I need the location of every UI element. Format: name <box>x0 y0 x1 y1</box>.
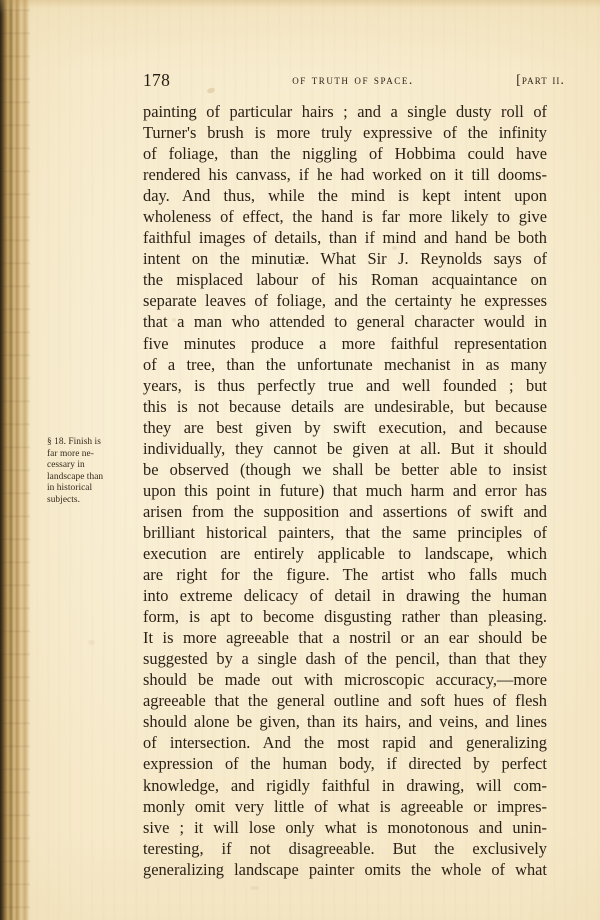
text-line: faithful images of details, than if mind and hand be both <box>143 228 547 248</box>
text-line: this is not because details are undesirable, but because <box>143 396 547 416</box>
text-line: should be made out with microscopic accuracy,—more <box>143 670 547 690</box>
running-head <box>143 70 563 92</box>
text-line: monly omit very little of what is agreeable or impres- <box>143 796 547 816</box>
text-line: expression of the human body, if directed by perfect <box>143 754 547 774</box>
marginal-note-line: landscape than <box>47 471 104 482</box>
text-line: separate leaves of foliage, and the certainty he expresses <box>143 291 547 311</box>
part-label: [part ii. <box>516 72 565 87</box>
text-line: arisen from the supposition and assertions of swift and <box>143 501 547 521</box>
text-line: brilliant historical painters, that the same principles of <box>143 522 547 542</box>
marginal-note <box>47 437 139 507</box>
text-line: rendered his canvass, if he had worked on it till dooms- <box>143 165 547 185</box>
text-line: generalizing landscape painter omits the whole of what <box>143 859 547 879</box>
text-line: be observed (though we shall be better able to insist <box>143 459 547 479</box>
marginal-note-line: § 18. Finish is <box>47 437 101 447</box>
text-line: are right for the figure. The artist who falls much <box>143 565 547 585</box>
text-line: the misplaced labour of his Roman acquaintance on <box>143 270 547 290</box>
paper-foxing-mark <box>88 640 95 645</box>
marginal-note-line: in historical <box>47 483 93 494</box>
binding-gutter <box>0 0 30 920</box>
text-line: upon this point in future) that much harm and error has <box>143 480 547 500</box>
text-line: of a tree, than the unfortunate mechanist in as many <box>143 354 547 374</box>
text-line: of foliage, than the niggling of Hobbima could have <box>143 144 547 164</box>
text-line: wholeness of effect, the hand is far more likely to give <box>143 207 547 227</box>
text-line: suggested by a single dash of the pencil, than that they <box>143 649 547 669</box>
text-line: Turner's brush is more truly expressive of the infinity <box>143 123 547 143</box>
text-line: should alone be given, than its hairs, and veins, and lines <box>143 712 547 732</box>
marginal-note-line: subjects. <box>47 494 80 505</box>
paper-foxing-mark <box>250 886 259 890</box>
text-line: day. And thus, while the mind is kept intent upon <box>143 186 547 206</box>
marginal-note-line: far more ne- <box>47 448 94 459</box>
page-number: 178 <box>143 70 171 90</box>
text-line: execution are entirely applicable to landscape, which <box>143 543 547 563</box>
text-line: teresting, if not disagreeable. But the exclusively <box>143 838 547 858</box>
body-text-column <box>143 101 547 880</box>
text-line: form, is apt to become disgusting rather than pleasing. <box>143 607 547 627</box>
text-line: It is more agreeable that a nostril or an ear should be <box>143 628 547 648</box>
text-line: that a man who attended to general character would in <box>143 312 547 332</box>
text-line: agreeable that the general outline and soft hues of flesh <box>143 691 547 711</box>
text-line: intent on the minutiæ. What Sir J. Reynolds says of <box>143 249 547 269</box>
text-line: individually, they cannot be given at all. But it should <box>143 438 547 458</box>
binding-gutter-texture <box>0 0 30 920</box>
text-line: of intersection. And the most rapid and generalizing <box>143 733 547 753</box>
running-title: of truth of space. <box>292 72 414 87</box>
marginal-note-line: cessary in <box>47 460 85 471</box>
text-line: into extreme delicacy of detail in drawing the human <box>143 586 547 606</box>
page-top-edge-shadow <box>0 0 600 14</box>
text-line: years, is thus perfectly true and well founded ; but <box>143 375 547 395</box>
text-line: five minutes produce a more faithful representation <box>143 333 547 353</box>
text-line: knowledge, and rigidly faithful in drawing, will com- <box>143 775 547 795</box>
text-line: sive ; it will lose only what is monotonous and unin- <box>143 817 547 837</box>
text-line: they are best given by swift execution, and because <box>143 417 547 437</box>
text-line: painting of particular hairs ; and a single dusty roll of <box>143 102 547 121</box>
